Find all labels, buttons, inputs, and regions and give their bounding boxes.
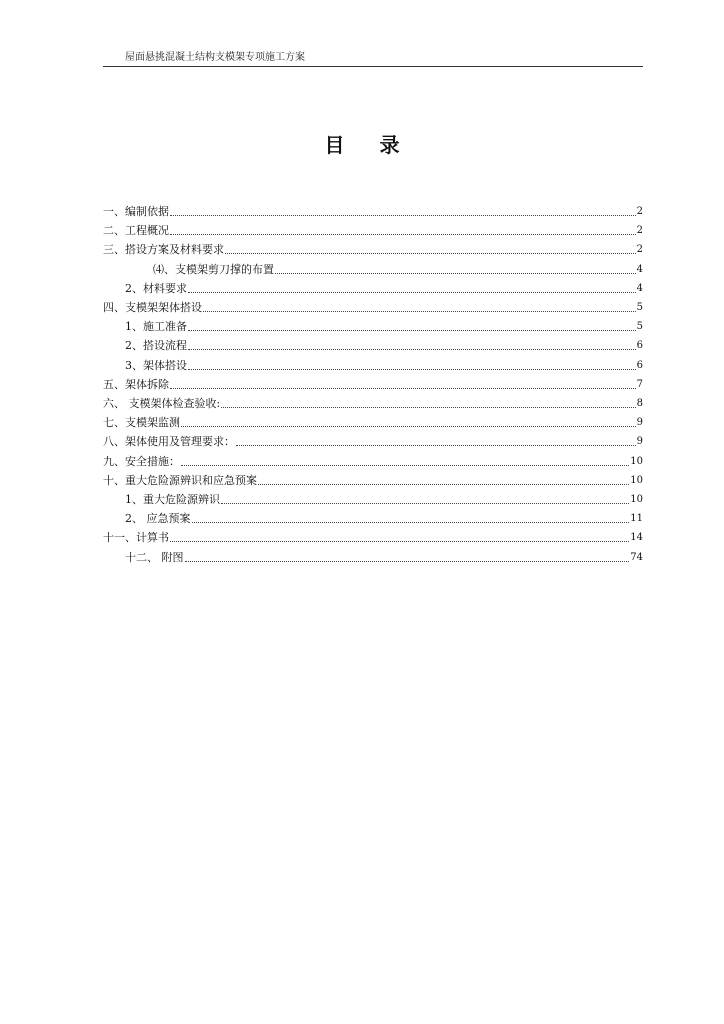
toc-entry-page: 5	[636, 321, 643, 332]
toc-leader-dots	[181, 465, 629, 466]
toc-entry-label: 3、架体搭设	[125, 359, 187, 372]
toc-leader-dots	[188, 349, 636, 350]
toc-entry-label: ⑷、支模架剪刀撑的布置	[153, 263, 274, 276]
toc-leader-dots	[170, 541, 629, 542]
toc-leader-dots	[170, 215, 636, 216]
toc-leader-dots	[181, 426, 636, 427]
toc-entry-page: 9	[636, 436, 643, 447]
toc-entry[interactable]	[153, 261, 643, 277]
toc-entry-label: 四、支模架架体搭设	[103, 301, 202, 314]
toc-entry[interactable]	[103, 414, 643, 430]
toc-entry[interactable]	[103, 453, 643, 469]
toc-entry-label: 五、架体拆除	[103, 378, 169, 391]
toc-entry-page: 74	[630, 552, 643, 563]
toc-entry[interactable]	[125, 318, 643, 334]
toc-entry-label: 三、搭设方案及材料要求	[103, 243, 224, 256]
toc-entry-label: 六、 支模架体检查验收:	[103, 397, 221, 410]
toc-entry-label: 二、工程概况	[103, 224, 169, 237]
toc-leader-dots	[188, 369, 636, 370]
toc-entry[interactable]	[125, 337, 643, 353]
toc-leader-dots	[221, 407, 635, 408]
toc-entry-page: 4	[636, 264, 643, 275]
toc-entry-page: 10	[630, 494, 643, 505]
toc-leader-dots	[203, 311, 636, 312]
toc-entry[interactable]	[103, 299, 643, 315]
toc-entry-label: 八、架体使用及管理要求：	[103, 435, 235, 448]
toc-entry[interactable]	[103, 241, 643, 257]
toc-entry-page: 6	[636, 360, 643, 371]
toc-entry-page: 2	[636, 206, 643, 217]
toc-entry[interactable]	[103, 395, 643, 411]
toc-entry-page: 9	[636, 417, 643, 428]
toc-leader-dots	[221, 503, 629, 504]
toc-entry[interactable]	[125, 491, 643, 507]
toc-entry[interactable]	[103, 376, 643, 392]
toc-entry[interactable]	[103, 203, 643, 219]
toc-entry-label: 七、支模架监测	[103, 416, 180, 429]
toc-entry-page: 8	[636, 398, 643, 409]
toc-leader-dots	[192, 522, 630, 523]
toc-entry-page: 7	[636, 379, 643, 390]
toc-title: 目 录	[324, 133, 414, 157]
toc-leader-dots	[188, 330, 636, 331]
toc-entry-page: 11	[630, 513, 643, 524]
toc-leader-dots	[170, 388, 636, 389]
toc-entry-page: 14	[630, 532, 643, 543]
toc-entry[interactable]	[125, 549, 643, 565]
toc-leader-dots	[275, 273, 636, 274]
toc-leader-dots	[185, 561, 630, 562]
toc-entry-label: 2、材料要求	[125, 282, 187, 295]
toc-entry[interactable]	[125, 280, 643, 296]
toc-entry-label: 十、重大危险源辨识和应急预案	[103, 474, 257, 487]
toc-entry[interactable]	[125, 510, 643, 526]
toc-entry-page: 2	[636, 225, 643, 236]
toc-entry[interactable]	[103, 222, 643, 238]
page-header	[103, 50, 643, 67]
toc-entry-page: 5	[636, 302, 643, 313]
toc-entry-label: 一、编制依据	[103, 205, 169, 218]
toc-entry[interactable]	[103, 472, 643, 488]
toc-leader-dots	[236, 445, 636, 446]
toc-leader-dots	[188, 292, 636, 293]
toc-entry[interactable]	[103, 433, 643, 449]
toc-entry-label: 1、施工准备	[125, 320, 187, 333]
toc-entry-label: 1、重大危险源辨识	[125, 493, 220, 506]
toc-entry-label: 九、安全措施：	[103, 455, 180, 468]
toc-entry-page: 2	[636, 244, 643, 255]
toc-entry-label: 2、搭设流程	[125, 339, 187, 352]
toc-entry-label: 十二、 附图	[125, 551, 184, 564]
toc-entry[interactable]	[125, 357, 643, 373]
toc-entry-page: 4	[636, 283, 643, 294]
toc-entry[interactable]	[103, 529, 643, 545]
toc-leader-dots	[225, 253, 636, 254]
header-title: 屋面悬挑混凝土结构支模架专项施工方案	[125, 52, 305, 63]
toc-entry-page: 6	[636, 340, 643, 351]
toc-entry-label: 2、 应急预案	[125, 512, 191, 525]
toc-entry-page: 10	[630, 475, 643, 486]
toc-leader-dots	[170, 234, 636, 235]
toc-entry-label: 十一、计算书	[103, 531, 169, 544]
toc-entry-page: 10	[630, 456, 643, 467]
toc-leader-dots	[258, 484, 629, 485]
